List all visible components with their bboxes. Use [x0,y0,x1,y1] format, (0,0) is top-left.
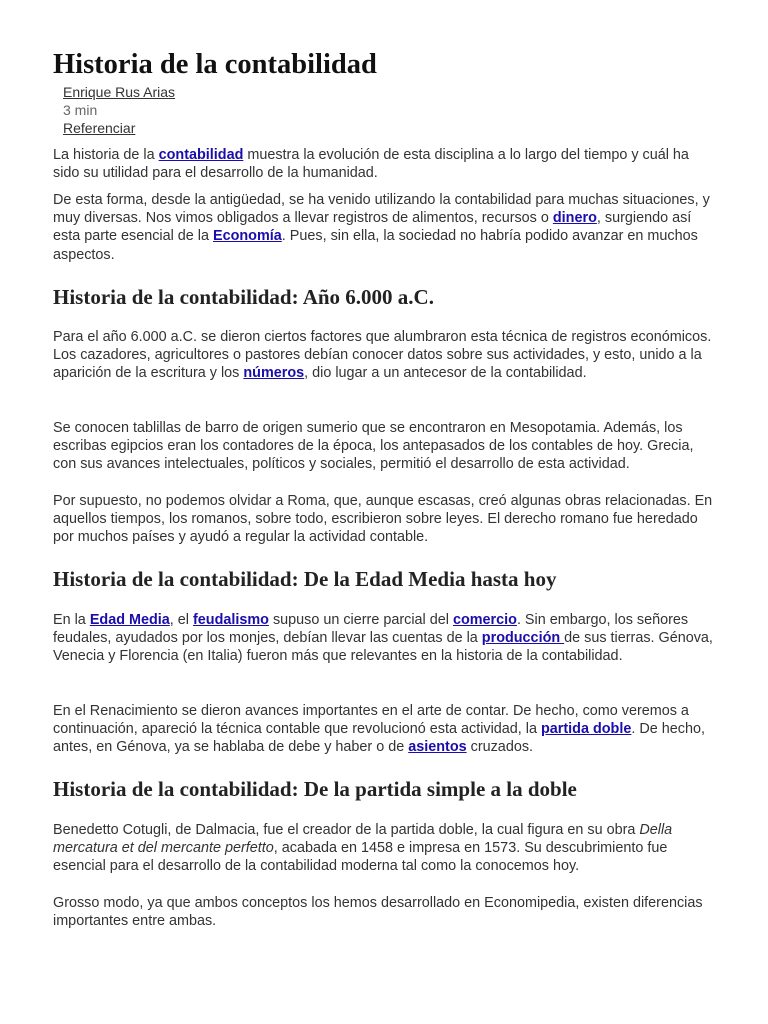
section1-paragraph-1: Para el año 6.000 a.C. se dieron ciertos factores que alumbraron esta técnica de registros económicos. Los cazadores, agricultores o pastores debían conocer datos sobre sus actividades, y esto, unido a la aparición de la escritura y los números, dio lugar a un antecesor de la contabilidad. [53,329,712,382]
link-asientos[interactable]: asientos [408,739,467,756]
link-feudalismo[interactable]: feudalismo [192,612,269,628]
section3-paragraph-1: Benedetto Cotugli, de Dalmacia, fue el creador de la partida doble, la cual figura en su obra Della mercatura et del mercante perfetto, acabada en 1458 e impresa en 1573. Su descubrimiento fue esencial para el desarrollo de la contabilidad moderna tal como la conocemos hoy. [53,822,673,875]
link-comercio[interactable]: comercio [452,612,517,628]
article-title: Historia de la contabilidad [53,49,377,80]
intro-paragraph-1: La historia de la contabilidad muestra la evolución de esta disciplina a lo largo del tiempo y cuál ha sido su utilidad para el desarrollo de la humanidad. [53,147,689,182]
section3-paragraph-2: Grosso modo, ya que ambos conceptos los hemos desarrollado en Economipedia, existen diferencias importantes entre ambas. [53,895,703,930]
section2-paragraph-1: En la Edad Media, el feudalismo supuso un cierre parcial del comercio. Sin embargo, los señores feudales, ayudados por los monjes, debían llevar las cuentas de la producción de sus tierras. Génova, Venecia y Florencia (en Italia) fueron más que relevantes en la historia de la contabilidad. [53,612,713,665]
link-numeros[interactable]: números [243,365,305,382]
link-partida-doble[interactable]: partida doble [541,721,632,738]
read-time: 3 min [63,102,98,118]
section2-paragraph-2: En el Renacimiento se dieron avances importantes en el arte de contar. De hecho, como veremos a continuación, apareció la técnica contable que revolucionó esta actividad, la partida doble. De hecho, antes, en Génova, ya se hablaba de debe y haber o de asientos cruzados. [53,703,705,756]
author-link[interactable]: Enrique Rus Arias [63,84,176,100]
section-heading-3: Historia de la contabilidad: De la partida simple a la doble [53,777,577,801]
article-meta [63,83,725,137]
cite-link[interactable]: Referenciar [63,120,136,136]
link-dinero[interactable]: dinero [552,210,597,227]
section1-paragraph-3: Por supuesto, no podemos olvidar a Roma, que, aunque escasas, creó algunas obras relacionadas. En aquellos tiempos, los romanos, sobre todo, escribieron sobre leyes. El derecho romano fue heredado por muchos países y ayudó a regular la actividad contable. [53,493,713,546]
link-edad-media[interactable]: Edad Media [89,612,170,628]
book-title: Della mercatura et del mercante perfetto [53,822,673,857]
link-economia[interactable]: Economía [213,228,282,245]
link-contabilidad[interactable]: contabilidad [158,147,244,163]
intro-paragraph-2: De esta forma, desde la antigüedad, se ha venido utilizando la contabilidad para muchas situaciones, y muy diversas. Nos vimos obligados a llevar registros de alimentos, recursos o dinero, surgiendo así esta parte esencial de la Economía. Pues, sin ella, la sociedad no habría podido avanzar en muchos aspectos. [53,192,710,263]
section-heading-2: Historia de la contabilidad: De la Edad Media hasta hoy [53,567,557,591]
section1-paragraph-2: Se conocen tablillas de barro de origen sumerio que se encontraron en Mesopotamia. Además, los escribas egipcios eran los contadores de la época, los antepasados de los contables de hoy. Grecia, con sus avances intelectuales, políticos y sociales, permitió el desarrollo de esta actividad. [53,420,694,473]
link-produccion[interactable]: producción [481,630,565,647]
section-heading-1: Historia de la contabilidad: Año 6.000 a.C. [53,285,434,309]
